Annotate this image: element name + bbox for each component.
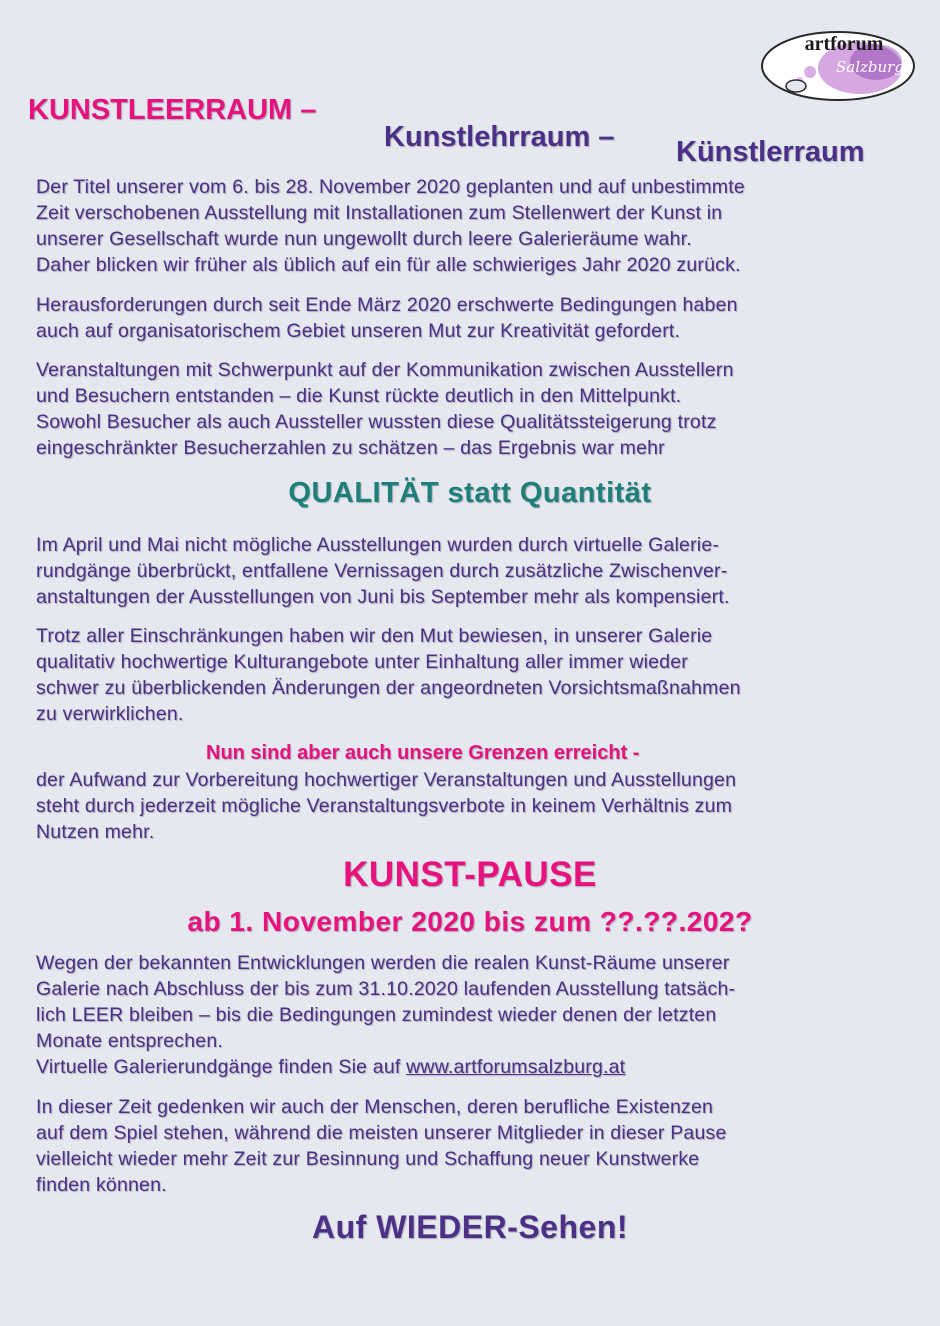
- text-line: Zeit verschobenen Ausstellung mit Installationen zum Stellenwert der Kunst in: [36, 202, 723, 224]
- text-line: Herausforderungen durch seit Ende März 2020 erschwerte Bedingungen haben: [36, 294, 738, 316]
- text-line: unserer Gesellschaft wurde nun ungewollt durch leere Galerieräume wahr.: [36, 228, 692, 250]
- paragraph-closure: [36, 950, 906, 1080]
- text-line: Galerie nach Abschluss der bis zum 31.10.2020 laufenden Ausstellung tatsäch-: [36, 978, 736, 1000]
- headline-part2: Kunstlehrraum –: [384, 121, 615, 153]
- pause-heading: KUNST-PAUSE: [343, 855, 597, 894]
- text-line: vielleicht wieder mehr Zeit zur Besinnung und Schaffung neuer Kunstwerke: [36, 1148, 700, 1170]
- text-line: Der Titel unserer vom 6. bis 28. November 2020 geplanten und auf unbestimmte: [36, 176, 745, 198]
- palette-logo-graphic: [758, 24, 918, 104]
- headline-part3: Künstlerraum: [676, 136, 865, 168]
- quality-heading: QUALITÄT statt Quantität: [288, 477, 652, 509]
- logo-word-top: artforum: [804, 33, 884, 55]
- text-line: In dieser Zeit gedenken wir auch der Menschen, deren berufliche Existenzen: [36, 1096, 714, 1118]
- text-line: und Besuchern entstanden – die Kunst rückte deutlich in den Mittelpunkt.: [36, 385, 682, 407]
- virtual-tours-prefix: Virtuelle Galerierundgänge finden Sie auf: [36, 1056, 407, 1078]
- text-line: Nutzen mehr.: [36, 821, 155, 843]
- paragraph-challenges: [36, 292, 906, 344]
- paragraph-effort: [36, 767, 906, 845]
- artforum-logo: [758, 24, 918, 104]
- paragraph-remembrance: [36, 1094, 906, 1198]
- paragraph-intro: [36, 174, 906, 278]
- pause-subheading: ab 1. November 2020 bis zum ??.??.202?: [187, 906, 753, 937]
- text-line: eingeschränkter Besucherzahlen zu schätzen – das Ergebnis war mehr: [36, 437, 665, 459]
- headline-part1: KUNSTLEERRAUM –: [28, 94, 317, 126]
- text-line: rundgänge überbrückt, entfallene Vernissagen durch zusätzliche Zwischenver-: [36, 560, 728, 582]
- text-line: lich LEER bleiben – bis die Bedingungen zumindest wieder denen der letzten: [36, 1004, 717, 1026]
- text-line: Sowohl Besucher als auch Aussteller wussten diese Qualitätssteigerung trotz: [36, 411, 717, 433]
- virtual-tours-line: [36, 1054, 906, 1080]
- text-line: finden können.: [36, 1174, 167, 1196]
- logo-word-script: Salzburg: [836, 58, 904, 76]
- text-line: Trotz aller Einschränkungen haben wir den Mut bewiesen, in unserer Galerie: [36, 625, 713, 647]
- text-line: zu verwirklichen.: [36, 703, 184, 725]
- text-line: schwer zu überblickenden Änderungen der angeordneten Vorsichtsmaßnahmen: [36, 677, 741, 699]
- text-line: Im April und Mai nicht mögliche Ausstellungen wurden durch virtuelle Galerie-: [36, 534, 720, 556]
- text-line: Veranstaltungen mit Schwerpunkt auf der Kommunikation zwischen Ausstellern: [36, 359, 734, 381]
- text-line: Wegen der bekannten Entwicklungen werden die realen Kunst-Räume unserer: [36, 952, 730, 974]
- website-link[interactable]: www.artforumsalzburg.at: [406, 1056, 626, 1078]
- text-line: Monate entsprechen.: [36, 1030, 224, 1052]
- text-line: auf dem Spiel stehen, während die meisten unserer Mitglieder in dieser Pause: [36, 1122, 727, 1144]
- text-line: der Aufwand zur Vorbereitung hochwertiger Veranstaltungen und Ausstellungen: [36, 769, 737, 791]
- text-line: anstaltungen der Ausstellungen von Juni bis September mehr als kompensiert.: [36, 586, 730, 608]
- paragraph-restrictions: [36, 623, 906, 727]
- text-line: qualitativ hochwertige Kulturangebote unter Einhaltung aller immer wieder: [36, 651, 688, 673]
- text-line: auch auf organisatorischem Gebiet unseren Mut zur Kreativität gefordert.: [36, 320, 681, 342]
- text-line: steht durch jederzeit mögliche Veranstaltungsverbote in keinem Verhältnis zum: [36, 795, 733, 817]
- text-line: Daher blicken wir früher als üblich auf ein für alle schwieriges Jahr 2020 zurück.: [36, 254, 741, 276]
- paragraph-virtual-tours: [36, 532, 906, 610]
- limits-heading: Nun sind aber auch unsere Grenzen erreicht -: [206, 742, 640, 764]
- paragraph-events: [36, 357, 906, 461]
- closing-heading: Auf WIEDER-Sehen!: [311, 1209, 629, 1245]
